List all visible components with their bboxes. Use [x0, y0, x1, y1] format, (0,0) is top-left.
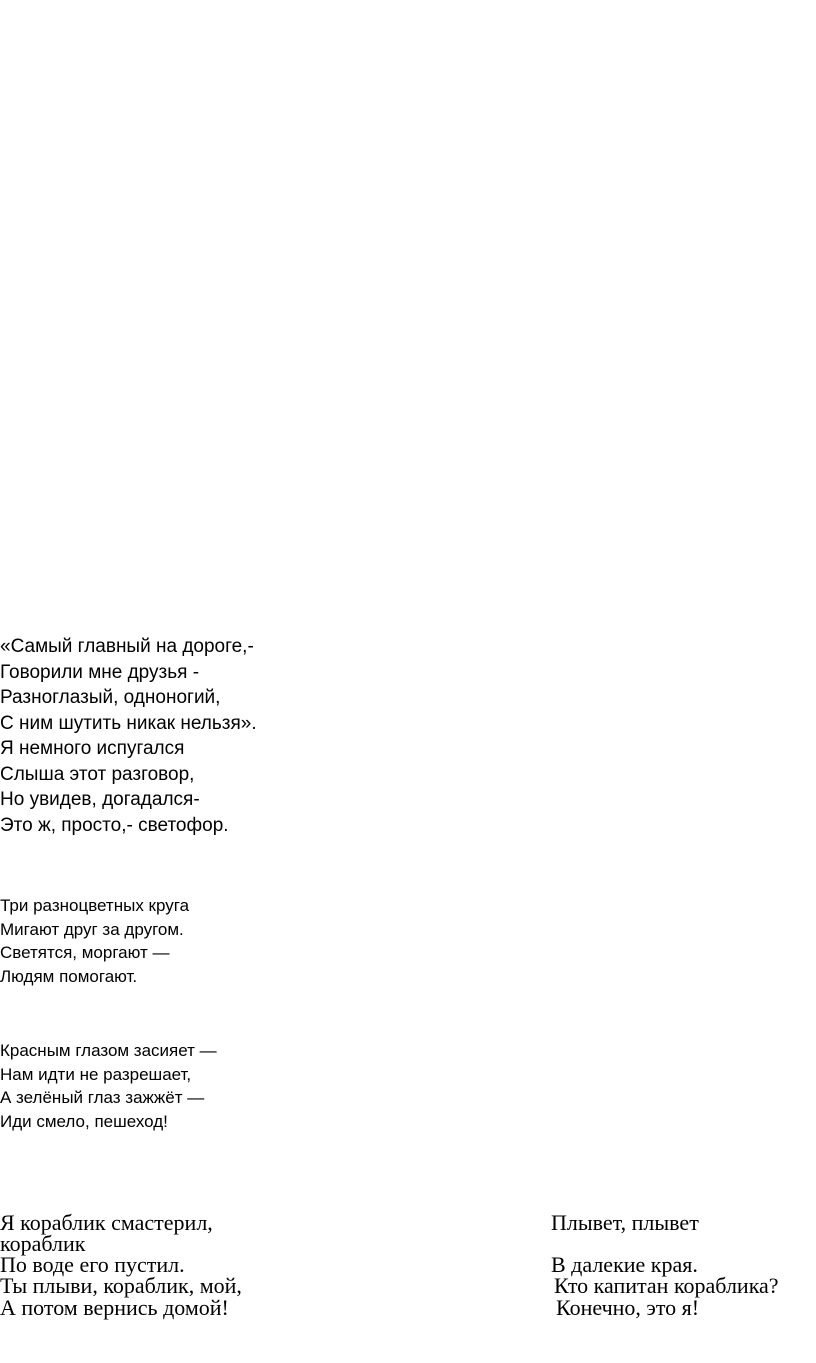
poem-line: Кто капитан кораблика? [554, 1273, 779, 1298]
poem-line: Людям помогают. [0, 967, 138, 987]
poem-line: А зелёный глаз зажжёт — [0, 1088, 205, 1108]
poem-red-eye [0, 1039, 217, 1134]
poem-line: По воде его пустил. [0, 1252, 185, 1277]
poem-line: Разноглазый, одноногий, [0, 687, 221, 708]
poem-line: Иди смело, пешеход! [0, 1112, 168, 1132]
poem-line: Я кораблик смастерил, [0, 1210, 213, 1235]
poem-line: Говорили мне друзья - [0, 661, 200, 683]
poem-line: Красным глазом засияет — [0, 1041, 217, 1060]
poem-line: Это ж, просто,- светофор. [0, 814, 229, 836]
poem-traffic-light [0, 634, 257, 838]
poem-line: Ты плыви, кораблик, мой, [0, 1273, 242, 1298]
poem-line: Мигают друг за другом. [0, 919, 184, 939]
poem-line: А потом вернись домой! [0, 1295, 229, 1320]
poem-line: Слыша этот разговор, [0, 763, 195, 785]
poem-line: Конечно, это я! [556, 1295, 700, 1320]
poem-line: Светятся, моргают — [0, 943, 170, 963]
poem-line: Плывет, плывет [551, 1210, 699, 1235]
poem-three-circles [0, 894, 189, 989]
poem-line: С ним шутить никак нельзя». [0, 712, 257, 734]
poem-line: Я немного испугался [0, 738, 185, 759]
poem-line: Но увидев, догадался- [0, 789, 200, 810]
poem-line: кораблик [0, 1231, 86, 1256]
poem-line: «Самый главный на дороге,- [0, 636, 254, 657]
poem-line: Три разноцветных круга [0, 896, 190, 915]
poem-line: В далекие края. [551, 1252, 698, 1277]
poem-line: Нам идти не разрешает, [0, 1064, 192, 1084]
